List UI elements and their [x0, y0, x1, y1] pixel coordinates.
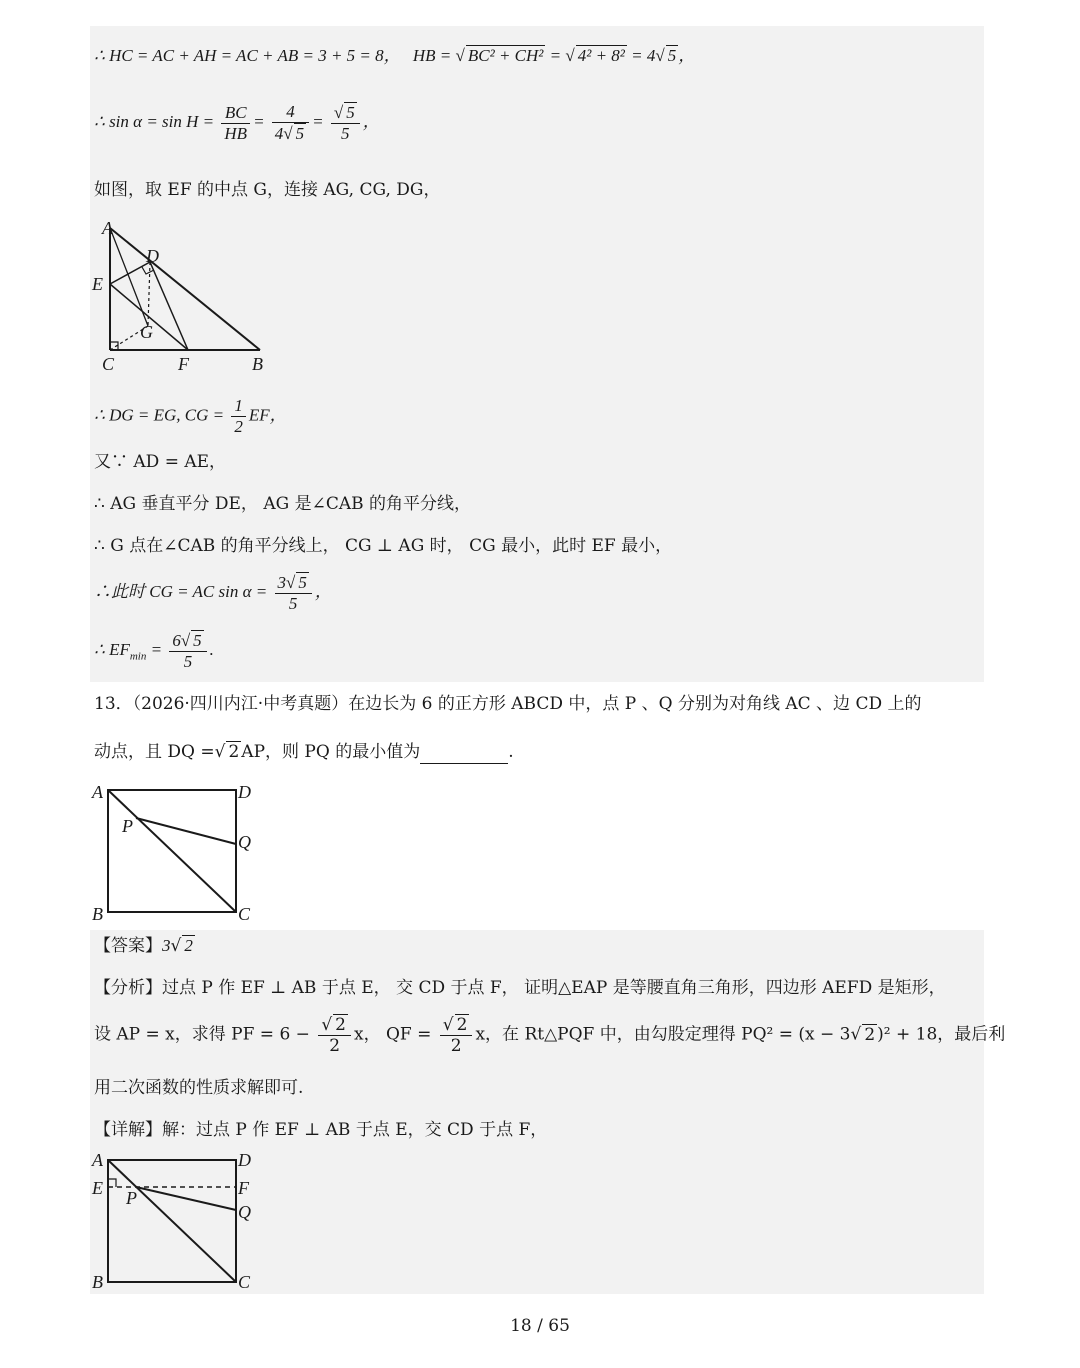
fig2-label-c: C: [238, 904, 251, 924]
eq-ef-min: ∴ $EF_{min}$ = $\frac{6√ 5}{5}$ .: [94, 631, 214, 671]
text-cg-perpendicular: ∴ G 点在∠CAB 的角平分线上， CG ⊥ AG 时， CG 最小，此时 EF 最小，: [94, 536, 673, 556]
fig1-label-d: D: [146, 246, 159, 266]
answer-blank: [420, 745, 508, 764]
eq-cg-value: ∴此时 CG = AC sin α = $\frac{3√ 5}{5}$ ，: [94, 573, 332, 613]
q13-stem-line2: 动点，且 DQ =√ 2 AP，则 PQ 的最小值为 .: [94, 742, 514, 762]
fig3-label-a: A: [92, 1150, 103, 1170]
analysis-line3: 用二次函数的性质求解即可.: [94, 1078, 304, 1098]
fig2-label-b: B: [92, 904, 103, 924]
fig3-label-q: Q: [238, 1202, 251, 1222]
fig1-label-b: B: [252, 354, 263, 374]
fig3-label-e: E: [92, 1178, 103, 1198]
fig1-label-f: F: [178, 354, 189, 374]
answer-line: 【答案】3√ 2: [94, 936, 193, 956]
figure-square-abcd: [88, 780, 268, 926]
text-ag-bisector: ∴ AG 垂直平分 DE， AG 是∠CAB 的角平分线，: [94, 494, 472, 514]
figure-triangle-abc: [88, 216, 288, 378]
text-take-midpoint: 如图，取 EF 的中点 G，连接 AG, CG, DG，: [94, 180, 441, 200]
fig3-label-f: F: [238, 1178, 249, 1198]
fig2-label-q: Q: [238, 832, 251, 852]
eq-hc-hb: ∴ HC = AC + AH = AC + AB = 3 + 5 = 8， HB = √ BC² + CH² = √ 4² + 8² = 4√ 5 ，: [94, 46, 696, 65]
analysis-line2: 设 AP = x，求得 PF = 6 − $\frac{√ 2}{2}$ x， QF = $\frac{√ 2}{2}$ x，在 Rt△PQF 中，由勾股定理得 PQ² = (x − 3√ 2 )² + 18，最后利: [94, 1015, 1006, 1056]
fig3-label-p: P: [126, 1188, 137, 1208]
figure-square-efpq: [88, 1150, 268, 1296]
eq-sin-alpha: ∴ sin α = sin H = $\frac{BC}{HB}$ = $\frac{4}{4√ 5}$ = $\frac{√ 5}{5}$ ，: [94, 102, 380, 143]
fig1-label-c: C: [102, 354, 115, 374]
eq-dg-eg-cg: ∴ DG = EG, CG = $\frac{1}{2}$ EF，: [94, 396, 287, 436]
fig1-label-g: G: [140, 322, 153, 342]
fig1-label-a: A: [102, 218, 113, 238]
fig1-label-e: E: [92, 274, 103, 294]
analysis-line1: 【分析】过点 P 作 EF ⊥ AB 于点 E， 交 CD 于点 F， 证明△EAP 是等腰直角三角形，四边形 AEFD 是矩形，: [94, 978, 946, 998]
fig3-label-c: C: [238, 1272, 251, 1292]
detail-line1: 【详解】解：过点 P 作 EF ⊥ AB 于点 E，交 CD 于点 F，: [94, 1120, 548, 1140]
fig2-label-p: P: [122, 816, 133, 836]
fig3-label-b: B: [92, 1272, 103, 1292]
page-number: 18 / 65: [510, 1316, 570, 1336]
fig3-label-d: D: [238, 1150, 251, 1170]
fig2-label-d: D: [238, 782, 251, 802]
q13-stem-line1: 13．（2026·四川内江·中考真题）在边长为 6 的正方形 ABCD 中，点 P 、Q 分别为对角线 AC 、边 CD 上的: [94, 694, 922, 714]
fig2-label-a: A: [92, 782, 103, 802]
text-ad-ae: 又∵ AD = AE，: [94, 452, 227, 472]
